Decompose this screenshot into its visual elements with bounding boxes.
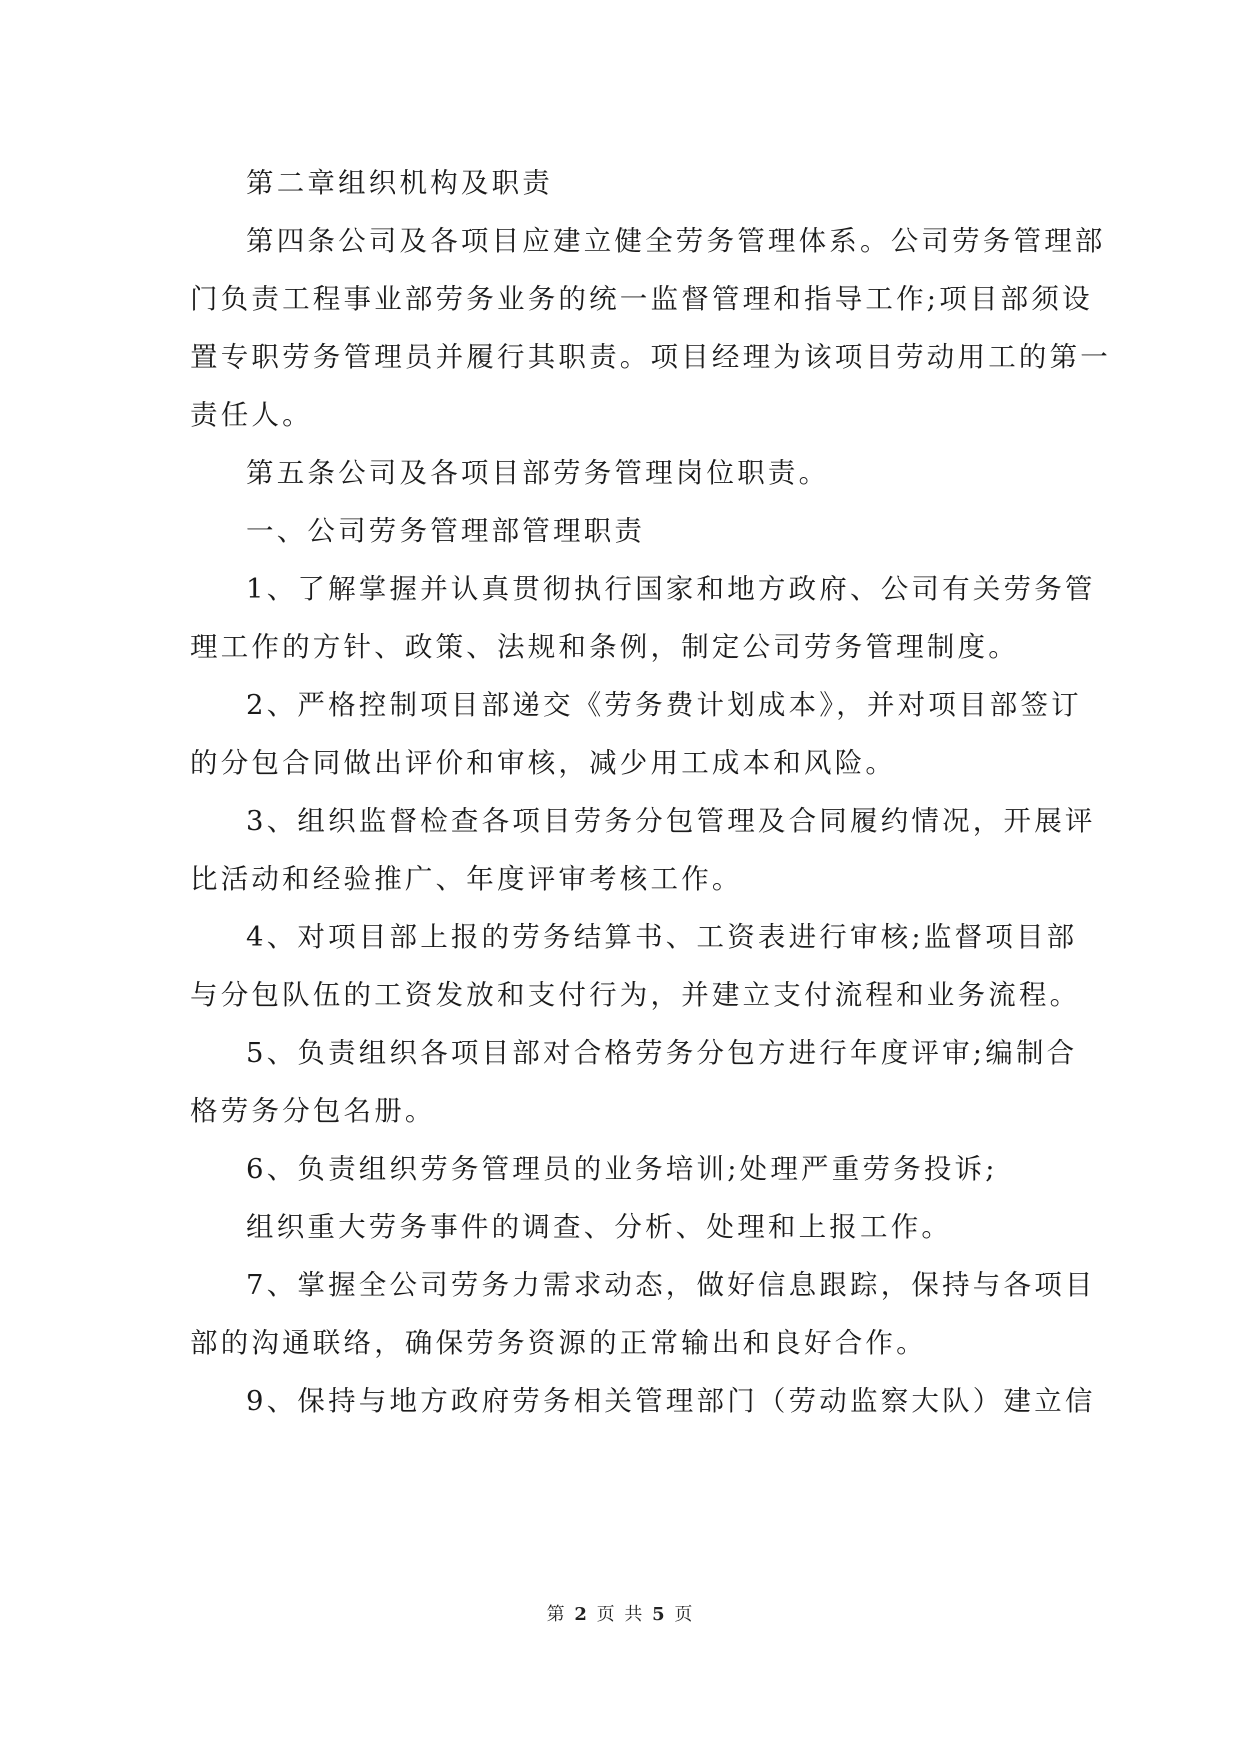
- footer-middle: 页 共: [596, 1604, 645, 1625]
- text-line: 与分包队伍的工资发放和支付行为，并建立支付流程和业务流程。: [190, 979, 1081, 1011]
- text-line: 9、保持与地方政府劳务相关管理部门（劳动监察大队）建立信: [246, 1385, 1096, 1417]
- text-line: 7、掌握全公司劳务力需求动态，做好信息跟踪，保持与各项目: [246, 1269, 1096, 1301]
- text-line: 3、组织监督检查各项目劳务分包管理及合同履约情况，开展评: [246, 805, 1096, 837]
- text-line: 6、负责组织劳务管理员的业务培训;处理严重劳务投诉;: [246, 1153, 998, 1185]
- text-line: 责任人。: [190, 399, 313, 431]
- footer-prefix: 第: [546, 1604, 567, 1625]
- text-line: 的分包合同做出评价和审核，减少用工成本和风险。: [190, 747, 897, 779]
- text-line: 部的沟通联络，确保劳务资源的正常输出和良好合作。: [190, 1327, 927, 1359]
- text-line: 置专职劳务管理员并履行其职责。项目经理为该项目劳动用工的第一: [190, 341, 1111, 373]
- text-line: 格劳务分包名册。: [190, 1095, 436, 1127]
- text-line: 比活动和经验推广、年度评审考核工作。: [190, 863, 743, 895]
- footer-current-page: 2: [574, 1604, 589, 1625]
- text-line: 第五条公司及各项目部劳务管理岗位职责。: [246, 457, 830, 489]
- text-line: 组织重大劳务事件的调查、分析、处理和上报工作。: [246, 1211, 953, 1243]
- text-line: 理工作的方针、政策、法规和条例，制定公司劳务管理制度。: [190, 631, 1019, 663]
- text-line: 4、对项目部上报的劳务结算书、工资表进行审核;监督项目部: [246, 921, 1078, 953]
- text-line: 第四条公司及各项目应建立健全劳务管理体系。公司劳务管理部: [246, 225, 1106, 257]
- text-line: 2、严格控制项目部递交《劳务费计划成本》，并对项目部签订: [246, 689, 1082, 721]
- document-body: [190, 154, 1111, 1430]
- text-line: 5、负责组织各项目部对合格劳务分包方进行年度评审;编制合: [246, 1037, 1078, 1069]
- footer-total-pages: 5: [652, 1604, 667, 1625]
- text-line: 一、公司劳务管理部管理职责: [246, 515, 646, 547]
- text-line: 门负责工程事业部劳务业务的统一监督管理和指导工作;项目部须设: [190, 283, 1093, 315]
- text-line: 1、了解掌握并认真贯彻执行国家和地方政府、公司有关劳务管: [246, 573, 1096, 605]
- page-footer: [0, 1600, 1241, 1626]
- text-line: 第二章组织机构及职责: [246, 167, 553, 199]
- footer-suffix: 页: [674, 1604, 695, 1625]
